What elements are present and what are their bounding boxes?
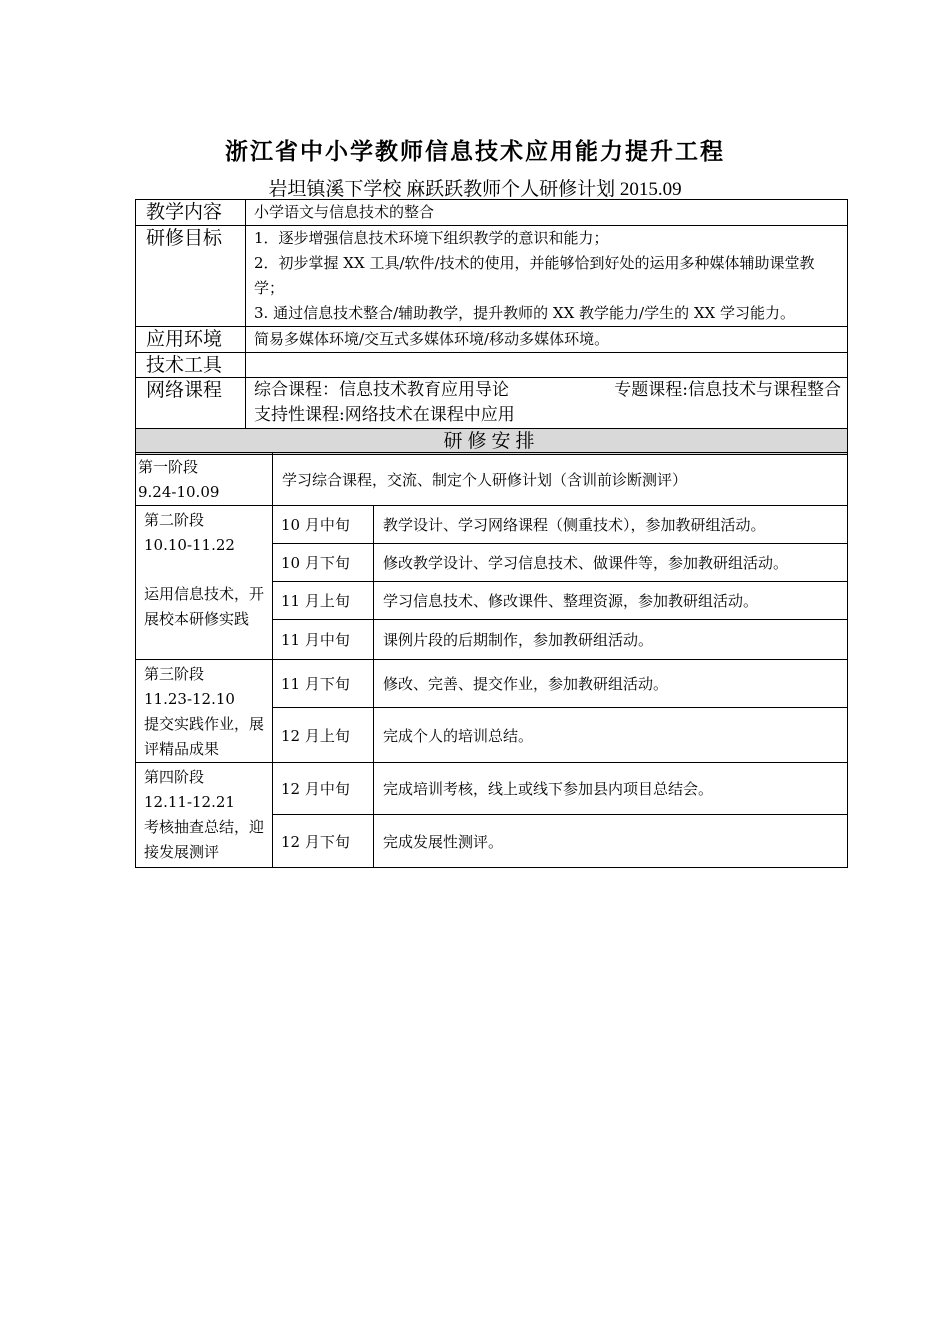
plan-info-table xyxy=(135,199,848,455)
stage-dates: 11.23-12.10 xyxy=(144,690,235,708)
period-cell: 11 月上旬 xyxy=(273,582,374,620)
goal-label: 研修目标 xyxy=(136,226,246,327)
stage-name: 第一阶段 xyxy=(138,458,199,476)
document-subtitle: 岩坦镇溪下学校 麻跃跃教师个人研修计划 2015.09 xyxy=(268,179,682,200)
tools-label: 技术工具 xyxy=(136,353,246,378)
env-label: 应用环境 xyxy=(136,327,246,353)
task-cell: 完成个人的培训总结。 xyxy=(374,708,848,763)
env-value: 简易多媒体环境/交互式多媒体环境/移动多媒体环境。 xyxy=(246,327,848,353)
goal-list xyxy=(246,226,848,327)
content-label: 教学内容 xyxy=(136,200,246,226)
stage-name: 第三阶段 xyxy=(144,665,205,683)
course-topic: 专题课程:信息技术与课程整合 xyxy=(614,380,841,400)
stage-cell xyxy=(136,763,273,868)
task-cell: 修改、完善、提交作业，参加教研组活动。 xyxy=(374,660,848,708)
content-value: 小学语文与信息技术的整合 xyxy=(246,200,848,226)
course-general: 综合课程：信息技术教育应用导论 xyxy=(254,380,509,400)
task-cell: 修改教学设计、学习信息技术、做课件等，参加教研组活动。 xyxy=(374,544,848,582)
period-cell: 11 月下旬 xyxy=(273,660,374,708)
stage-task: 学习综合课程，交流、制定个人研修计划（含训前诊断测评） xyxy=(273,453,848,506)
stage-cell xyxy=(136,453,273,506)
document-title: 浙江省中小学教师信息技术应用能力提升工程 xyxy=(225,138,725,165)
period-cell: 11 月中旬 xyxy=(273,620,374,660)
task-cell: 教学设计、学习网络课程（侧重技术），参加教研组活动。 xyxy=(374,506,848,544)
task-cell: 完成培训考核，线上或线下参加县内项目总结会。 xyxy=(374,763,848,815)
course-support: 支持性课程:网络技术在课程中应用 xyxy=(254,405,515,425)
stage-desc: 运用信息技术，开展校本研修实践 xyxy=(144,585,265,628)
stage-cell xyxy=(136,506,273,660)
task-cell: 学习信息技术、修改课件、整理资源，参加教研组活动。 xyxy=(374,582,848,620)
goal-item: 3. 通过信息技术整合/辅助教学，提升教师的 XX 教学能力/学生的 XX 学习能力。 xyxy=(254,304,795,322)
task-cell: 课例片段的后期制作，参加教研组活动。 xyxy=(374,620,848,660)
stage-dates: 12.11-12.21 xyxy=(144,793,235,811)
tools-value xyxy=(246,353,848,378)
stage-desc: 考核抽查总结，迎接发展测评 xyxy=(144,818,265,861)
period-cell: 12 月中旬 xyxy=(273,763,374,815)
goal-item: 2．初步掌握 XX 工具/软件/技术的使用，并能够恰到好处的运用多种媒体辅助课堂教学； xyxy=(254,254,815,297)
task-cell: 完成发展性测评。 xyxy=(374,815,848,868)
course-value xyxy=(246,378,848,429)
schedule-table xyxy=(135,452,848,868)
goal-item: 1．逐步增强信息技术环境下组织教学的意识和能力； xyxy=(254,229,609,247)
period-cell: 12 月下旬 xyxy=(273,815,374,868)
stage-name: 第四阶段 xyxy=(144,768,205,786)
schedule-header: 研修安排 xyxy=(136,429,848,455)
period-cell: 12 月上旬 xyxy=(273,708,374,763)
stage-dates: 9.24-10.09 xyxy=(138,483,220,501)
stage-dates: 10.10-11.22 xyxy=(144,536,235,554)
course-label: 网络课程 xyxy=(136,378,246,429)
stage-name: 第二阶段 xyxy=(144,511,205,529)
period-cell: 10 月下旬 xyxy=(273,544,374,582)
stage-desc: 提交实践作业，展评精品成果 xyxy=(144,715,265,758)
period-cell: 10 月中旬 xyxy=(273,506,374,544)
stage-cell xyxy=(136,660,273,763)
